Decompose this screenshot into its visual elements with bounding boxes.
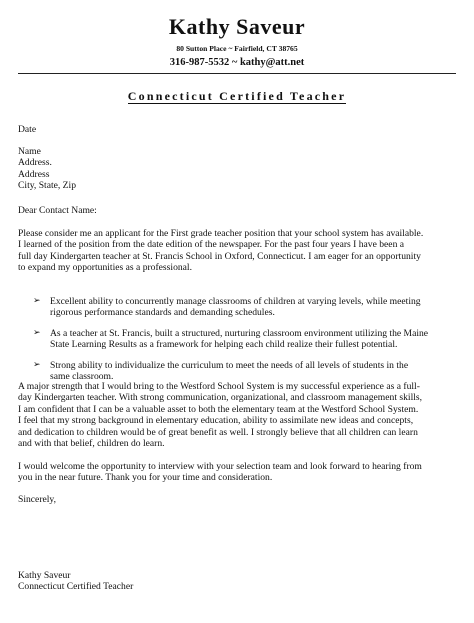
qualification-line: rigorous performance standards and demanding schedules. — [50, 307, 275, 319]
intro-line: Please consider me an applicant for the First grade teacher position that your school system has available. — [18, 228, 424, 239]
date-line: Date — [18, 124, 37, 135]
signature-title: Connecticut Certified Teacher — [18, 581, 134, 593]
qualification-line: State Learning Results as a framework for helping each child realize their fullest potential. — [50, 339, 398, 351]
intro-line: full day Kindergarten teacher at St. Francis School in Oxford, Connecticut. I am eager for an opportunity — [18, 250, 421, 262]
intro-paragraph — [18, 228, 458, 274]
strength-line: day Kindergarten teacher. With strong communication, organizational, and classroom management skills, — [18, 392, 423, 404]
strength-line: and with that belief, children do learn. — [18, 438, 165, 450]
strength-line: I am confident that I can be a valuable asset to both the elementary team at the Westford School System. — [18, 403, 419, 415]
recipient-city-state-zip: City, State, Zip — [18, 180, 77, 192]
strength-line: A major strength that I would bring to the Westford School System is my successful experience as a full- — [18, 381, 420, 392]
arrow-bullet-icon: ➢ — [33, 296, 41, 306]
applicant-contact: 316-987-5532 ~ kathy@att.net — [169, 57, 305, 68]
arrow-bullet-icon: ➢ — [33, 359, 41, 370]
recipient-address-1: Address. — [18, 157, 52, 169]
closing-paragraph — [18, 461, 458, 484]
qualification-line: Excellent ability to concurrently manage classrooms of children at varying levels, while meeting — [50, 296, 421, 307]
recipient-block — [18, 146, 458, 192]
qualification-line: same classroom. — [50, 371, 114, 383]
salutation: Dear Contact Name: — [18, 205, 97, 216]
letter-title — [0, 89, 474, 103]
strength-line: I feel that my strong background in elementary education, ability to assimilate new ideas and concepts, — [18, 415, 414, 427]
strength-line: and dedication to children would be of great benefit as well. I strongly believe that all children can learn — [18, 426, 418, 438]
qualification-item — [33, 328, 453, 351]
qualification-item — [33, 296, 453, 319]
header-divider — [18, 73, 456, 74]
closing-line: I would welcome the opportunity to interview with your selection team and look forward to hearing from — [18, 461, 422, 472]
signature-name: Kathy Saveur — [18, 570, 71, 581]
qualification-line: As a teacher at St. Francis, built a structured, nurturing classroom environment utilizing the Maine — [50, 327, 429, 339]
applicant-address: 80 Sutton Place ~ Fairfield, CT 38765 — [176, 44, 298, 53]
strength-paragraph — [18, 381, 458, 449]
recipient-name: Name — [18, 146, 41, 157]
qualification-line: Strong ability to individualize the curriculum to meet the needs of all levels of students in the — [50, 359, 409, 371]
signoff: Sincerely, — [18, 494, 57, 505]
arrow-bullet-icon: ➢ — [33, 327, 41, 338]
intro-line: I learned of the position from the date edition of the newspaper. For the past four years I have been a — [18, 239, 405, 251]
qualifications-list — [33, 296, 453, 391]
recipient-address-2: Address — [18, 168, 50, 180]
closing-line: you in the near future. Thank you for your time and consideration. — [18, 472, 273, 484]
letter-title-text: Connecticut Certified Teacher — [127, 89, 347, 103]
applicant-name: Kathy Saveur — [168, 14, 306, 39]
intro-line: to expand my opportunities as a professional. — [18, 262, 192, 274]
signature-block — [18, 570, 458, 593]
qualification-item — [33, 360, 453, 383]
